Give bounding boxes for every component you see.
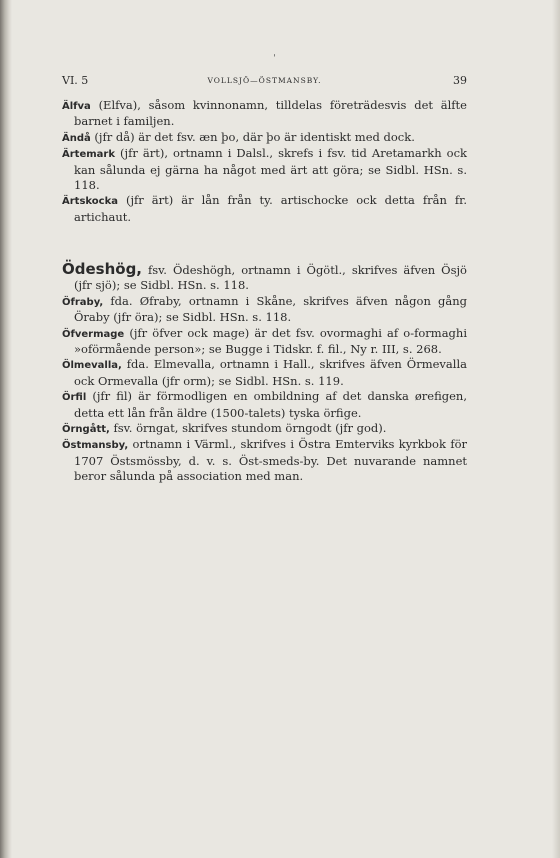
dictionary-entry xyxy=(62,421,467,437)
header-title: VOLLSJÖ—ÖSTMANSBY. xyxy=(207,76,322,85)
entry-headword: Örfil xyxy=(62,392,87,404)
dictionary-entry xyxy=(62,294,467,326)
entry-text: (jfr öfver ock mage) är det fsv. ovormaghi af o-formaghi »oförmående person»; se Bugge i Tidskr. f. fil., Ny r. III, s. 268. xyxy=(74,325,467,357)
running-header xyxy=(62,74,467,90)
entries-bottom xyxy=(62,262,467,485)
entry-headword: Ändå xyxy=(62,132,91,144)
page-edge xyxy=(552,0,560,858)
entry-text: fda. Øfraby, ortnamn i Skåne, skrifves äfven någon gång Öraby (jfr öra); se Sidbl. HSn. s. 118. xyxy=(74,293,467,325)
dictionary-entry xyxy=(62,262,467,294)
dictionary-entry xyxy=(62,130,467,146)
ink-mark: ˈ xyxy=(273,54,276,65)
dictionary-entry xyxy=(62,357,467,389)
entry-text: (jfr ärt) är lån från ty. artischocke ock detta från fr. artichaut. xyxy=(74,193,467,224)
page-binding-shadow xyxy=(0,0,12,858)
header-section: VI. 5 xyxy=(62,74,89,87)
entry-text: (Elfva), såsom kvinnonamn, tilldelas företrädesvis det älfte barnet i familjen. xyxy=(74,98,467,129)
entry-headword: Öfvermage xyxy=(62,328,125,340)
entry-headword: Ölmevalla, xyxy=(62,360,122,372)
entry-headword: Öfraby, xyxy=(62,296,104,308)
entry-headword: Ödeshög, xyxy=(62,260,143,278)
dictionary-entry xyxy=(62,146,467,193)
dictionary-entry xyxy=(62,389,467,421)
entries-top xyxy=(62,98,467,225)
entry-headword: Örngått, xyxy=(62,424,110,436)
dictionary-entry xyxy=(62,326,467,358)
entry-headword: Ärtskocka xyxy=(62,196,118,208)
dictionary-entry xyxy=(62,437,467,484)
entry-text: ortnamn i Värml., skrifves i Östra Emterviks kyrkbok för 1707 Östsmössby, d. v. s. Öst-smeds-by. Det nuvarande namnet beror sålunda på association med man. xyxy=(74,437,467,484)
entry-headword: Ärtemark xyxy=(62,149,115,161)
entry-text: fsv. örngat, skrifves stundom örngodt (jfr god). xyxy=(109,421,387,436)
dictionary-entry xyxy=(62,98,467,130)
entry-headword: Älfva xyxy=(62,101,91,112)
page-number: 39 xyxy=(453,74,467,87)
entry-headword: Östmansby, xyxy=(62,440,129,452)
dictionary-entry xyxy=(62,193,467,225)
entry-text: (jfr ärt), ortnamn i Dalsl., skrefs i fsv. tid Aretamarkh ock kan sålunda ej gärna ha något med ärt att göra; se Sidbl. HSn. s. 118. xyxy=(74,146,467,193)
entry-text: (jfr fil) är förmodligen en ombildning af det danska ørefigen, detta ett lån från äldre (1500-talets) tyska örfige. xyxy=(74,389,467,420)
entry-text: fda. Elmevalla, ortnamn i Hall., skrifves äfven Örmevalla ock Ormevalla (jfr orm); se Sidbl. HSn. s. 119. xyxy=(74,357,467,388)
entry-text: fsv. Ödeshögh, ortnamn i Ögötl., skrifves äfven Ösjö (jfr sjö); se Sidbl. HSn. s. 118. xyxy=(74,263,467,293)
entry-text: (jfr då) är det fsv. æn þo, där þo är identiskt med dock. xyxy=(90,129,415,144)
